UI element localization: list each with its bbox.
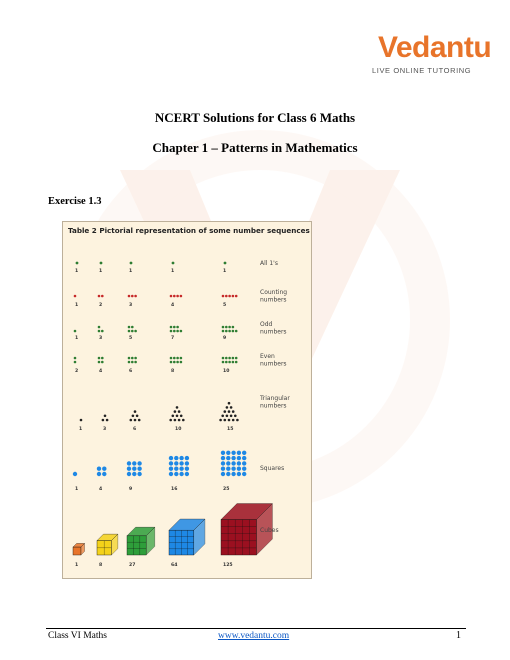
sequence-number: 6	[129, 369, 133, 374]
sequence-label: numbers	[260, 296, 287, 304]
sequence-number: 4	[99, 487, 103, 492]
even-dot	[134, 361, 137, 364]
sequence-number: 3	[99, 336, 103, 341]
odd-dot	[131, 330, 134, 333]
counting-dot	[101, 295, 104, 298]
square-dot	[102, 467, 106, 471]
even-dot	[101, 361, 104, 364]
triangular-dot	[224, 410, 227, 413]
even-dot	[225, 361, 228, 364]
even-dot	[222, 361, 225, 364]
chapter-title: Chapter 1 – Patterns in Mathematics	[152, 140, 358, 155]
odd-dot	[232, 326, 235, 329]
square-dot	[226, 461, 230, 465]
exercise-heading: Exercise 1.3	[48, 196, 102, 207]
figure-canvas	[63, 222, 311, 578]
triangular-dot	[136, 415, 139, 418]
sequence-number: 6	[133, 427, 137, 432]
triangular-dot	[230, 406, 233, 409]
triangular-dot	[236, 419, 239, 422]
triangular-dot	[219, 419, 222, 422]
triangular-dot	[178, 419, 181, 422]
triangular-dot	[132, 415, 135, 418]
sequence-label: numbers	[260, 328, 287, 336]
triangular-dot	[174, 410, 177, 413]
square-dot	[242, 456, 246, 460]
sequence-number: 3	[103, 427, 107, 432]
brand-tagline: LIVE ONLINE TUTORING	[372, 66, 472, 75]
vedantu-logo	[372, 28, 492, 80]
sequence-number: 1	[171, 269, 175, 274]
footer-website-link[interactable]: www.vedantu.com	[218, 631, 290, 641]
triangular-dot	[234, 415, 237, 418]
sequence-number: 1	[75, 336, 79, 341]
square-dot	[137, 467, 141, 471]
even-dot	[176, 357, 179, 360]
sequence-label: Triangular	[260, 395, 290, 402]
triangular-dot	[172, 415, 175, 418]
triangular-dot	[174, 419, 177, 422]
odd-dot	[134, 330, 137, 333]
triangular-dot	[232, 410, 235, 413]
square-dot	[231, 456, 235, 460]
square-dot	[174, 456, 178, 460]
square-dot	[137, 461, 141, 465]
sequence-number: 8	[171, 369, 175, 374]
even-dot	[128, 357, 131, 360]
square-dot	[127, 467, 131, 471]
square-dot	[221, 456, 225, 460]
square-dot	[185, 472, 189, 476]
triangular-dot	[134, 419, 137, 422]
triangular-dot	[102, 419, 105, 422]
all-ones-dot	[224, 262, 227, 265]
triangular-dot	[228, 402, 231, 405]
square-dot	[226, 467, 230, 471]
sequence-number: 2	[99, 303, 103, 308]
sequence-label: Squares	[260, 465, 285, 472]
triangular-dot	[106, 419, 109, 422]
figure-title: Table 2 Pictorial representation of some number sequences	[68, 226, 310, 235]
square-dot	[242, 451, 246, 455]
odd-dot	[74, 330, 77, 333]
sequence-number: 1	[75, 487, 79, 492]
counting-dot	[98, 295, 101, 298]
even-dot	[228, 357, 231, 360]
triangular-dot	[230, 415, 233, 418]
square-dot	[185, 456, 189, 460]
sequence-number: 5	[129, 336, 133, 341]
square-dot	[174, 467, 178, 471]
even-dot	[232, 357, 235, 360]
sequence-number: 9	[129, 487, 133, 492]
sequence-number: 25	[223, 487, 230, 492]
counting-dot	[235, 295, 238, 298]
even-dot	[98, 361, 101, 364]
triangular-dot	[228, 419, 231, 422]
even-dot	[225, 357, 228, 360]
square-dot	[127, 461, 131, 465]
sequence-number: 16	[171, 487, 178, 492]
odd-dot	[222, 330, 225, 333]
even-dot	[101, 357, 104, 360]
odd-dot	[228, 326, 231, 329]
odd-dot	[222, 326, 225, 329]
triangular-dot	[134, 410, 137, 413]
odd-dot	[101, 330, 104, 333]
square-dot	[169, 472, 173, 476]
square-dot	[237, 456, 241, 460]
sequence-number: 1	[223, 269, 227, 274]
square-dot	[231, 451, 235, 455]
odd-dot	[128, 326, 131, 329]
square-dot	[221, 467, 225, 471]
sequence-number: 64	[171, 563, 178, 568]
square-dot	[179, 461, 183, 465]
triangular-dot	[104, 415, 107, 418]
square-dot	[97, 467, 101, 471]
cube-front-face	[127, 536, 146, 555]
all-ones-dot	[100, 262, 103, 265]
even-dot	[180, 357, 183, 360]
sequence-number: 5	[223, 303, 227, 308]
counting-dot	[176, 295, 179, 298]
triangular-dot	[176, 415, 179, 418]
sequence-number: 4	[171, 303, 175, 308]
even-dot	[173, 361, 176, 364]
square-dot	[102, 472, 106, 476]
square-dot	[174, 472, 178, 476]
even-dot	[235, 357, 238, 360]
sequence-number: 4	[99, 369, 103, 374]
square-dot	[242, 461, 246, 465]
page-number: 1	[456, 630, 461, 641]
square-dot	[185, 467, 189, 471]
even-dot	[232, 361, 235, 364]
even-dot	[74, 361, 77, 364]
odd-dot	[170, 330, 173, 333]
square-dot	[179, 472, 183, 476]
sequence-label: numbers	[260, 360, 287, 368]
counting-dot	[170, 295, 173, 298]
square-dot	[226, 472, 230, 476]
all-ones-dot	[130, 262, 133, 265]
even-dot	[173, 357, 176, 360]
odd-dot	[180, 330, 183, 333]
triangular-dot	[182, 419, 185, 422]
square-dot	[242, 467, 246, 471]
square-dot	[137, 472, 141, 476]
square-dot	[132, 461, 136, 465]
sequence-number: 9	[223, 336, 227, 341]
sequence-label: Odd	[260, 321, 273, 328]
square-dot	[179, 467, 183, 471]
triangular-dot	[224, 419, 227, 422]
sequence-number: 1	[75, 269, 79, 274]
sequence-number: 1	[99, 269, 103, 274]
odd-dot	[170, 326, 173, 329]
square-dot	[237, 451, 241, 455]
triangular-dot	[226, 415, 229, 418]
square-dot	[221, 451, 225, 455]
odd-dot	[131, 326, 134, 329]
square-dot	[237, 461, 241, 465]
odd-dot	[176, 326, 179, 329]
square-dot	[221, 461, 225, 465]
sequence-number: 1	[129, 269, 133, 274]
all-ones-dot	[172, 262, 175, 265]
square-dot	[179, 456, 183, 460]
sequence-number: 2	[75, 369, 79, 374]
counting-dot	[128, 295, 131, 298]
odd-dot	[173, 330, 176, 333]
square-dot	[237, 467, 241, 471]
sequence-number: 10	[175, 427, 182, 432]
sequence-label: numbers	[260, 402, 287, 410]
even-dot	[180, 361, 183, 364]
sequence-number: 8	[99, 563, 103, 568]
square-dot	[226, 451, 230, 455]
triangular-dot	[228, 410, 231, 413]
even-dot	[170, 361, 173, 364]
sequence-label: Cubes	[260, 527, 279, 534]
square-dot	[226, 456, 230, 460]
square-dot	[185, 461, 189, 465]
triangular-dot	[232, 419, 235, 422]
sequence-number: 1	[79, 427, 83, 432]
all-ones-dot	[76, 262, 79, 265]
even-dot	[128, 361, 131, 364]
triangular-dot	[180, 415, 183, 418]
even-dot	[222, 357, 225, 360]
cube-front-face	[221, 520, 257, 556]
footer-divider	[46, 628, 466, 629]
sequence-number: 3	[129, 303, 133, 308]
odd-dot	[228, 330, 231, 333]
even-dot	[131, 357, 134, 360]
square-dot	[231, 461, 235, 465]
sequence-number: 10	[223, 369, 230, 374]
sequence-label: All 1's	[260, 260, 278, 267]
square-dot	[242, 472, 246, 476]
number-sequence-figure	[62, 221, 312, 579]
odd-dot	[173, 326, 176, 329]
even-dot	[134, 357, 137, 360]
brand-name: Vedantu	[378, 31, 492, 64]
triangular-dot	[130, 419, 133, 422]
square-dot	[169, 456, 173, 460]
sequence-label: Even	[260, 353, 275, 360]
sequence-number: 1	[75, 303, 79, 308]
odd-dot	[98, 330, 101, 333]
square-dot	[174, 461, 178, 465]
odd-dot	[98, 326, 101, 329]
odd-dot	[176, 330, 179, 333]
sequence-number: 27	[129, 563, 136, 568]
counting-dot	[131, 295, 134, 298]
counting-dot	[134, 295, 137, 298]
square-dot	[127, 472, 131, 476]
counting-dot	[74, 295, 77, 298]
sequence-number: 7	[171, 336, 175, 341]
odd-dot	[225, 326, 228, 329]
cube-front-face	[73, 547, 81, 555]
square-dot	[132, 472, 136, 476]
triangular-dot	[221, 415, 224, 418]
even-dot	[176, 361, 179, 364]
even-dot	[228, 361, 231, 364]
odd-dot	[225, 330, 228, 333]
sequence-number: 125	[223, 563, 233, 568]
counting-dot	[180, 295, 183, 298]
odd-dot	[235, 330, 238, 333]
document-title: NCERT Solutions for Class 6 Maths	[154, 110, 356, 125]
square-dot	[97, 472, 101, 476]
triangular-dot	[80, 419, 83, 422]
counting-dot	[225, 295, 228, 298]
triangular-dot	[178, 410, 181, 413]
odd-dot	[128, 330, 131, 333]
even-dot	[235, 361, 238, 364]
counting-dot	[222, 295, 225, 298]
even-dot	[98, 357, 101, 360]
sequence-number: 1	[75, 563, 79, 568]
square-dot	[73, 472, 77, 476]
odd-dot	[232, 330, 235, 333]
triangular-dot	[138, 419, 141, 422]
square-dot	[221, 472, 225, 476]
footer-class-label: Class VI Maths	[48, 631, 107, 641]
triangular-dot	[226, 406, 229, 409]
counting-dot	[232, 295, 235, 298]
square-dot	[132, 467, 136, 471]
even-dot	[131, 361, 134, 364]
triangular-dot	[169, 419, 172, 422]
square-dot	[237, 472, 241, 476]
square-dot	[169, 467, 173, 471]
triangular-dot	[176, 406, 179, 409]
square-dot	[231, 472, 235, 476]
even-dot	[170, 357, 173, 360]
counting-dot	[228, 295, 231, 298]
counting-dot	[173, 295, 176, 298]
sequence-label: Counting	[260, 289, 288, 296]
square-dot	[231, 467, 235, 471]
sequence-number: 15	[227, 427, 234, 432]
square-dot	[169, 461, 173, 465]
even-dot	[74, 357, 77, 360]
